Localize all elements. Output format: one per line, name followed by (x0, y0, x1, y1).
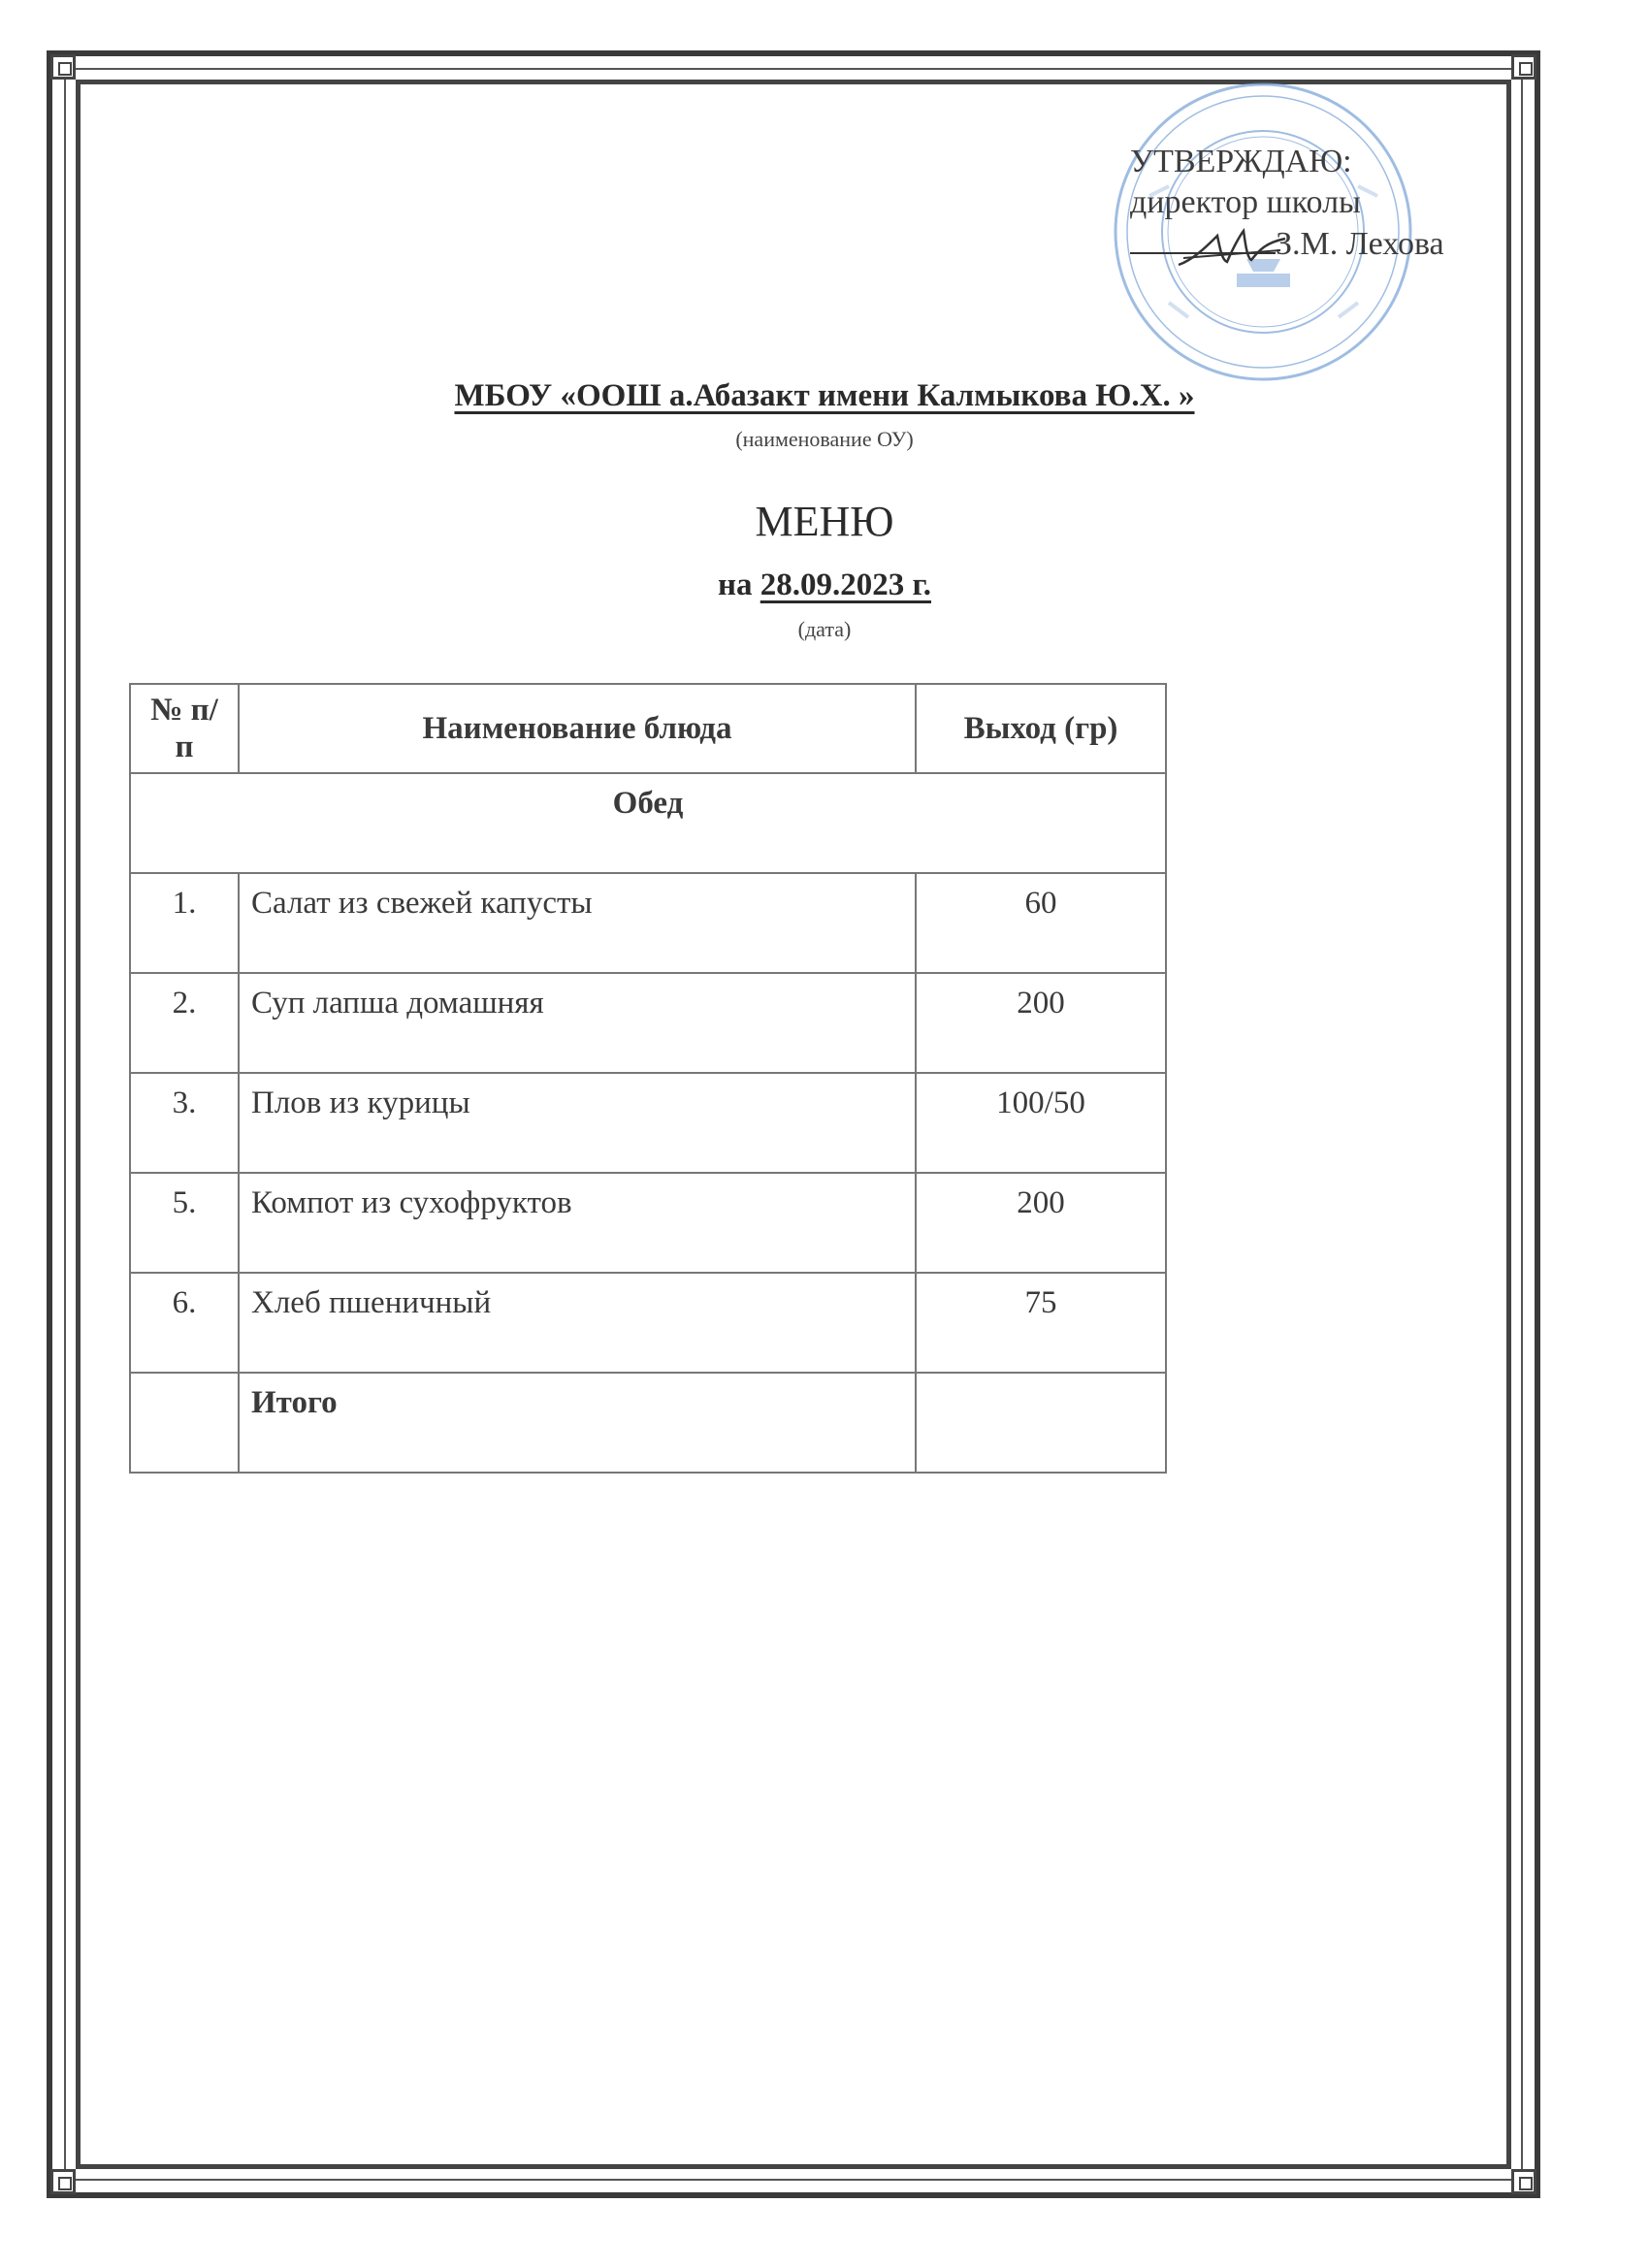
header-output: Выход (гр) (916, 684, 1166, 773)
table-row (130, 1073, 1166, 1173)
total-label: Итого (239, 1373, 916, 1473)
dish-name: Суп лапша домашняя (239, 973, 916, 1073)
dish-name: Салат из свежей капусты (239, 873, 916, 973)
table-header-row (130, 684, 1166, 773)
table-row (130, 1173, 1166, 1273)
row-number: 6. (130, 1273, 239, 1373)
organization-name: МБОУ «ООШ а.Абазакт имени Калмыкова Ю.Х. » (454, 378, 1195, 413)
dish-output: 60 (916, 873, 1166, 973)
dish-output: 75 (916, 1273, 1166, 1373)
frame-corner-ornament (50, 54, 76, 80)
handwritten-signature (1174, 221, 1290, 279)
dish-output: 200 (916, 973, 1166, 1073)
approval-title: УТВЕРЖДАЮ: (1130, 144, 1352, 179)
table-row (130, 873, 1166, 973)
dish-name: Компот из сухофруктов (239, 1173, 916, 1273)
page-title: МЕНЮ (755, 498, 894, 545)
date-prefix: на (717, 567, 753, 602)
header-number: № п/п (130, 684, 239, 773)
header-dish-name: Наименование блюда (239, 684, 916, 773)
table-row (130, 1273, 1166, 1373)
row-number: 2. (130, 973, 239, 1073)
date-caption: (дата) (797, 617, 852, 641)
total-row (130, 1373, 1166, 1473)
menu-table (129, 683, 1167, 1474)
approval-name: З.М. Лехова (1276, 226, 1444, 262)
dish-name: Плов из курицы (239, 1073, 916, 1173)
row-number: 3. (130, 1073, 239, 1173)
total-number-cell (130, 1373, 239, 1473)
dish-name: Хлеб пшеничный (239, 1273, 916, 1373)
total-output-cell (916, 1373, 1166, 1473)
dish-output: 200 (916, 1173, 1166, 1273)
section-row (130, 773, 1166, 873)
date-value: 28.09.2023 г. (760, 567, 932, 602)
frame-corner-ornament (50, 2169, 76, 2194)
table-row (130, 973, 1166, 1073)
section-label: Обед (130, 773, 1166, 873)
dish-output: 100/50 (916, 1073, 1166, 1173)
row-number: 5. (130, 1173, 239, 1273)
menu-date (0, 567, 1649, 603)
row-number: 1. (130, 873, 239, 973)
approval-position: директор школы (1130, 184, 1361, 220)
organization-caption: (наименование ОУ) (735, 427, 914, 451)
frame-corner-ornament (1511, 54, 1536, 80)
frame-corner-ornament (1511, 2169, 1536, 2194)
